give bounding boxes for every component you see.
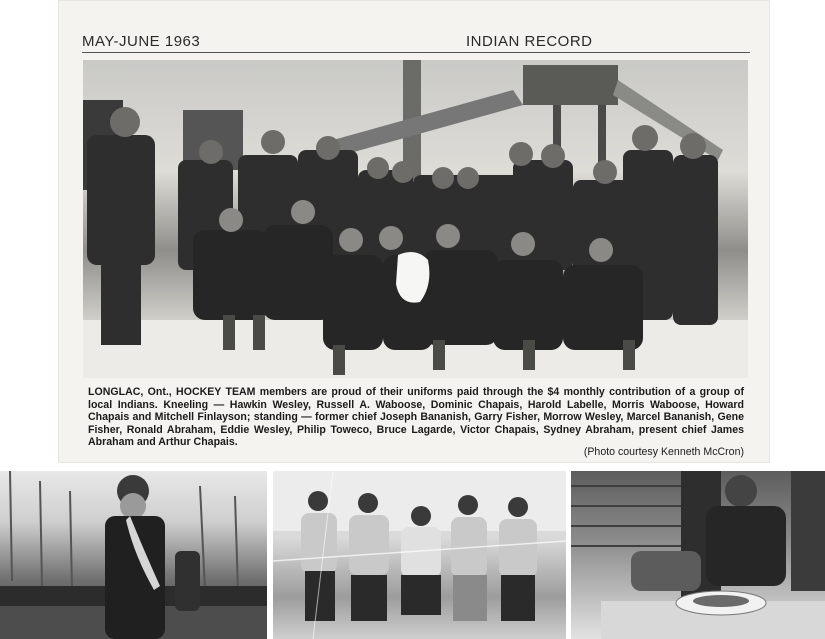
hockey-team-photo xyxy=(83,60,748,378)
issue-date: MAY-JUNE 1963 xyxy=(82,33,201,50)
magazine-page xyxy=(58,0,770,463)
group-of-women-photo xyxy=(273,471,566,639)
publication-title: INDIAN RECORD xyxy=(466,33,593,50)
photo-credit: (Photo courtesy Kenneth McCron) xyxy=(583,446,744,458)
photo-caption: LONGLAC, Ont., HOCKEY TEAM members are proud of their uniforms paid through the $4 monthly contribution of a group of local Indians. Kneeling — Hawkin Wesley, Russell A. Waboose, Dominic Chapais, Harold Labelle, Morris Waboose, Howard Chapais and Mitchell Finlayson; standing — former chief Joseph Bananish, Garry Fisher, Morrow Wesley, Marcel Bananish, Gene Fisher, Ronald Abraham, Eddie Wesley, Philip Toweco, Bruce Lagarde, Victor Chapais, Sydney Abraham, present chief James Abraham and Arthur Chapais. xyxy=(88,386,744,449)
boy-with-fish-photo xyxy=(0,471,267,639)
header-rule xyxy=(82,52,750,53)
woman-cleaning-fish-photo xyxy=(571,471,825,639)
